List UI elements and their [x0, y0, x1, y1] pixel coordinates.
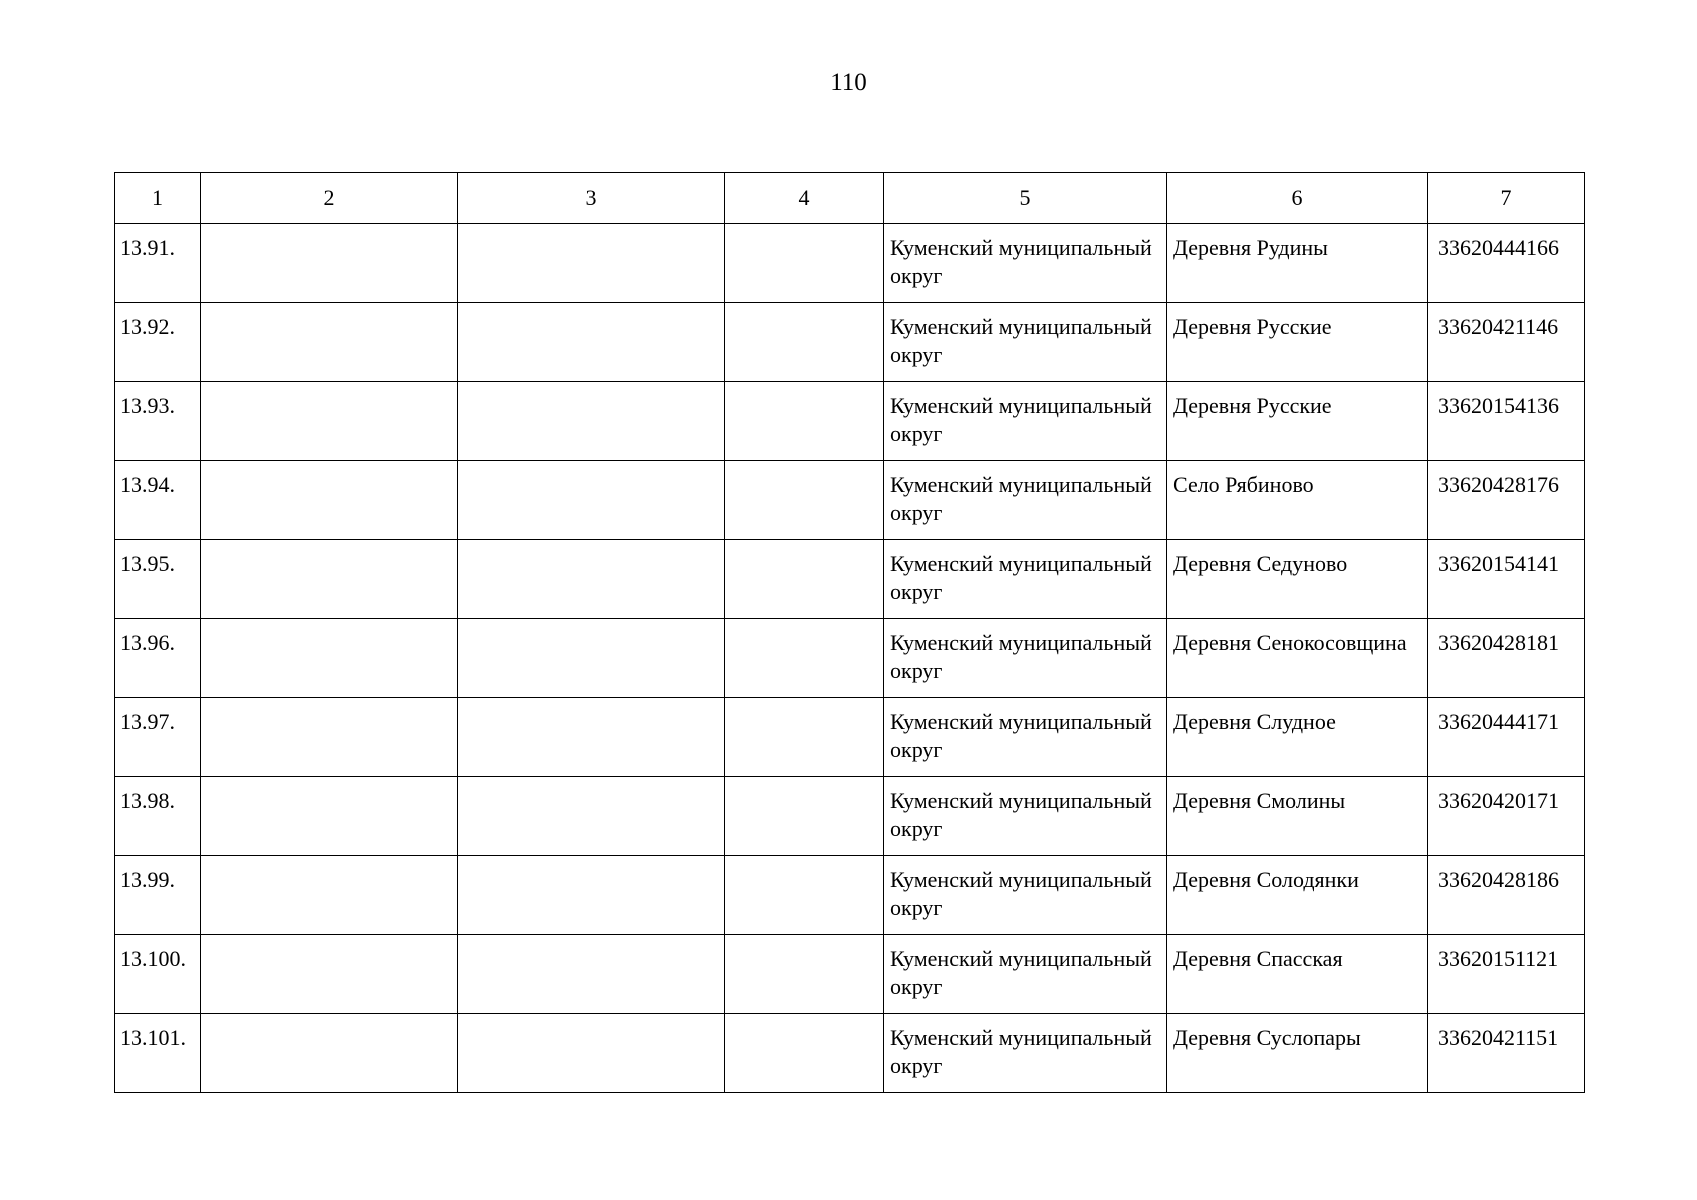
district-cell — [884, 1014, 1167, 1093]
code-cell — [1428, 540, 1585, 619]
district-cell — [884, 935, 1167, 1014]
table-row — [115, 856, 1585, 935]
column-4-cell — [725, 461, 884, 540]
settlement-cell-text: Деревня Солодянки — [1173, 867, 1359, 892]
column-header-6: 6 — [1167, 173, 1428, 224]
column-4-cell-text — [725, 382, 883, 392]
district-cell-text: Куменский муниципальный округ — [890, 946, 1152, 999]
settlement-cell — [1167, 698, 1428, 777]
row-number-cell — [115, 540, 201, 619]
district-cell-text: Куменский муниципальный округ — [890, 472, 1152, 525]
settlement-cell-text: Село Рябиново — [1173, 472, 1314, 497]
district-cell-text: Куменский муниципальный округ — [890, 551, 1152, 604]
settlement-cell-text: Деревня Рудины — [1173, 235, 1328, 260]
column-3-cell-text — [458, 935, 724, 945]
settlement-cell-text: Деревня Суслопары — [1173, 1025, 1361, 1050]
column-3-cell-text — [458, 777, 724, 787]
column-4-cell-text — [725, 856, 883, 866]
code-cell — [1428, 1014, 1585, 1093]
settlement-cell-text: Деревня Смолины — [1173, 788, 1346, 813]
column-4-cell — [725, 777, 884, 856]
settlement-cell-text: Деревня Русские — [1173, 393, 1332, 418]
column-4-cell-text — [725, 540, 883, 550]
district-cell-text: Куменский муниципальный округ — [890, 709, 1152, 762]
register-table — [114, 172, 1585, 1093]
column-4-cell-text — [725, 1014, 883, 1024]
settlement-cell-text: Деревня Русские — [1173, 314, 1332, 339]
code-cell — [1428, 382, 1585, 461]
column-4-cell — [725, 540, 884, 619]
district-cell — [884, 382, 1167, 461]
district-cell-text: Куменский муниципальный округ — [890, 1025, 1152, 1078]
table-row — [115, 698, 1585, 777]
column-header-3: 3 — [458, 173, 725, 224]
column-2-cell — [201, 935, 458, 1014]
column-3-cell-text — [458, 619, 724, 629]
table-row — [115, 540, 1585, 619]
column-2-cell-text — [201, 224, 457, 234]
table-row — [115, 1014, 1585, 1093]
column-3-cell-text — [458, 224, 724, 234]
column-3-cell-text — [458, 698, 724, 708]
settlement-cell — [1167, 935, 1428, 1014]
column-3-cell — [458, 540, 725, 619]
row-number-cell-text: 13.93. — [120, 393, 175, 418]
code-cell — [1428, 856, 1585, 935]
row-number-cell-text: 13.99. — [120, 867, 175, 892]
column-2-cell-text — [201, 935, 457, 945]
district-cell-text: Куменский муниципальный округ — [890, 630, 1152, 683]
table-row — [115, 303, 1585, 382]
settlement-cell-text: Деревня Сенокосовщина — [1173, 630, 1407, 655]
settlement-cell-text: Деревня Спасская — [1173, 946, 1343, 971]
column-2-cell-text — [201, 777, 457, 787]
row-number-cell — [115, 1014, 201, 1093]
column-2-cell-text — [201, 856, 457, 866]
row-number-cell-text: 13.94. — [120, 472, 175, 497]
code-cell — [1428, 303, 1585, 382]
district-cell — [884, 698, 1167, 777]
table-row — [115, 777, 1585, 856]
column-3-cell-text — [458, 303, 724, 313]
column-3-cell-text — [458, 856, 724, 866]
column-4-cell — [725, 856, 884, 935]
column-2-cell — [201, 619, 458, 698]
row-number-cell-text: 13.100. — [120, 946, 186, 971]
code-cell-text: 33620428176 — [1438, 472, 1559, 497]
column-2-cell-text — [201, 303, 457, 313]
column-2-cell-text — [201, 698, 457, 708]
page-number: 110 — [830, 69, 867, 96]
column-3-cell — [458, 777, 725, 856]
code-cell-text: 33620154136 — [1438, 393, 1559, 418]
table-row — [115, 461, 1585, 540]
column-3-cell — [458, 698, 725, 777]
code-cell-text: 33620428186 — [1438, 867, 1559, 892]
column-3-cell-text — [458, 1014, 724, 1024]
column-2-cell — [201, 224, 458, 303]
column-header-7: 7 — [1428, 173, 1585, 224]
settlement-cell — [1167, 461, 1428, 540]
column-3-cell — [458, 382, 725, 461]
code-cell — [1428, 777, 1585, 856]
column-2-cell — [201, 382, 458, 461]
column-4-cell-text — [725, 698, 883, 708]
table-header — [115, 173, 1585, 224]
code-cell-text: 33620420171 — [1438, 788, 1559, 813]
code-cell-text: 33620421146 — [1438, 314, 1559, 339]
column-2-cell-text — [201, 540, 457, 550]
column-2-cell — [201, 856, 458, 935]
row-number-cell-text: 13.95. — [120, 551, 175, 576]
settlement-cell — [1167, 619, 1428, 698]
code-cell-text: 33620154141 — [1438, 551, 1559, 576]
district-cell — [884, 303, 1167, 382]
settlement-cell — [1167, 540, 1428, 619]
column-2-cell — [201, 698, 458, 777]
row-number-cell — [115, 856, 201, 935]
settlement-cell — [1167, 224, 1428, 303]
district-cell-text: Куменский муниципальный округ — [890, 867, 1152, 920]
column-4-cell-text — [725, 777, 883, 787]
table-row — [115, 224, 1585, 303]
code-cell-text: 33620151121 — [1438, 946, 1559, 971]
district-cell — [884, 777, 1167, 856]
column-3-cell-text — [458, 382, 724, 392]
table-row — [115, 935, 1585, 1014]
column-2-cell-text — [201, 382, 457, 392]
column-4-cell — [725, 224, 884, 303]
settlement-cell — [1167, 382, 1428, 461]
column-4-cell — [725, 382, 884, 461]
column-3-cell — [458, 856, 725, 935]
settlement-cell — [1167, 1014, 1428, 1093]
row-number-cell — [115, 382, 201, 461]
column-3-cell-text — [458, 540, 724, 550]
column-2-cell — [201, 777, 458, 856]
row-number-cell — [115, 698, 201, 777]
row-number-cell — [115, 303, 201, 382]
code-cell-text: 33620444171 — [1438, 709, 1559, 734]
column-4-cell — [725, 303, 884, 382]
column-4-cell — [725, 1014, 884, 1093]
column-header-5: 5 — [884, 173, 1167, 224]
district-cell — [884, 540, 1167, 619]
district-cell — [884, 461, 1167, 540]
code-cell — [1428, 935, 1585, 1014]
column-2-cell-text — [201, 619, 457, 629]
column-3-cell — [458, 303, 725, 382]
column-header-2: 2 — [201, 173, 458, 224]
settlement-cell — [1167, 856, 1428, 935]
column-2-cell-text — [201, 1014, 457, 1024]
settlement-cell-text: Деревня Седуново — [1173, 551, 1348, 576]
column-3-cell-text — [458, 461, 724, 471]
settlement-cell — [1167, 777, 1428, 856]
settlement-cell — [1167, 303, 1428, 382]
column-3-cell — [458, 619, 725, 698]
row-number-cell — [115, 224, 201, 303]
column-header-1: 1 — [115, 173, 201, 224]
row-number-cell-text: 13.97. — [120, 709, 175, 734]
column-4-cell-text — [725, 303, 883, 313]
column-4-cell-text — [725, 619, 883, 629]
code-cell — [1428, 224, 1585, 303]
district-cell-text: Куменский муниципальный округ — [890, 235, 1152, 288]
row-number-cell — [115, 461, 201, 540]
row-number-cell-text: 13.91. — [120, 235, 175, 260]
column-4-cell — [725, 698, 884, 777]
column-2-cell — [201, 1014, 458, 1093]
column-header-4: 4 — [725, 173, 884, 224]
district-cell — [884, 224, 1167, 303]
column-3-cell — [458, 935, 725, 1014]
district-cell-text: Куменский муниципальный округ — [890, 393, 1152, 446]
district-cell-text: Куменский муниципальный округ — [890, 314, 1152, 367]
code-cell-text: 33620428181 — [1438, 630, 1559, 655]
column-2-cell-text — [201, 461, 457, 471]
district-cell — [884, 856, 1167, 935]
column-4-cell-text — [725, 224, 883, 234]
column-4-cell-text — [725, 461, 883, 471]
row-number-cell — [115, 777, 201, 856]
district-cell — [884, 619, 1167, 698]
header-row — [115, 173, 1585, 224]
row-number-cell — [115, 935, 201, 1014]
column-3-cell — [458, 224, 725, 303]
column-4-cell — [725, 935, 884, 1014]
column-4-cell-text — [725, 935, 883, 945]
code-cell — [1428, 698, 1585, 777]
table-body — [115, 224, 1585, 1093]
column-3-cell — [458, 1014, 725, 1093]
district-cell-text: Куменский муниципальный округ — [890, 788, 1152, 841]
column-4-cell — [725, 619, 884, 698]
row-number-cell-text: 13.92. — [120, 314, 175, 339]
code-cell-text: 33620421151 — [1438, 1025, 1559, 1050]
table-row — [115, 382, 1585, 461]
table-row — [115, 619, 1585, 698]
settlement-cell-text: Деревня Слудное — [1173, 709, 1336, 734]
column-2-cell — [201, 461, 458, 540]
code-cell — [1428, 619, 1585, 698]
column-2-cell — [201, 540, 458, 619]
row-number-cell — [115, 619, 201, 698]
column-2-cell — [201, 303, 458, 382]
row-number-cell-text: 13.96. — [120, 630, 175, 655]
row-number-cell-text: 13.98. — [120, 788, 175, 813]
code-cell — [1428, 461, 1585, 540]
row-number-cell-text: 13.101. — [120, 1025, 186, 1050]
code-cell-text: 33620444166 — [1438, 235, 1559, 260]
column-3-cell — [458, 461, 725, 540]
